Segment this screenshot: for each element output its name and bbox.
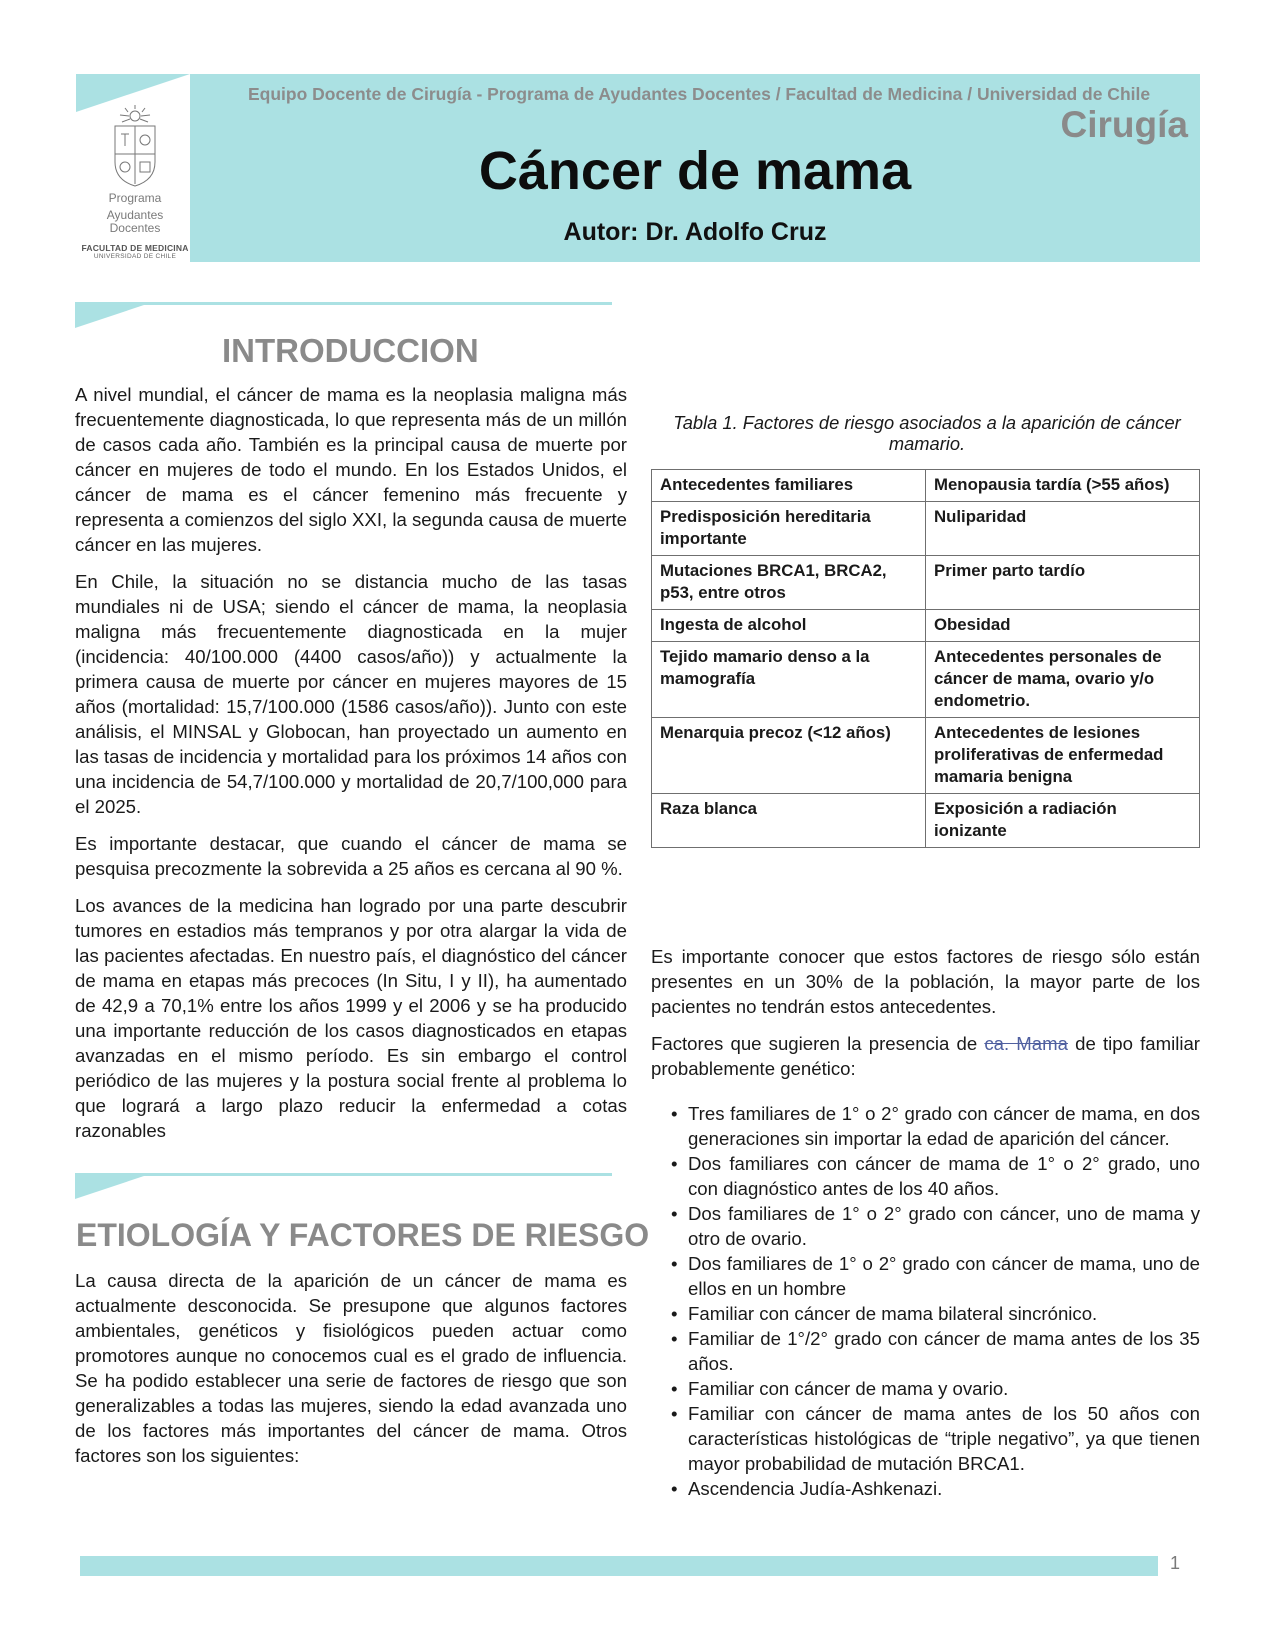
list-item: • Dos familiares de 1° o 2° grado con cáncer de mama, uno de ellos en un hombre — [651, 1251, 1200, 1301]
familial-factors-list — [651, 1101, 1200, 1501]
intro-paragraph-3: Es importante destacar, que cuando el cáncer de mama se pesquisa precozmente la sobrevida a 25 años es cercana al 90 %. — [75, 833, 627, 879]
table-cell: Tejido mamario denso a la mamografía — [652, 642, 926, 718]
table-cell: Menopausia tardía (>55 años) — [926, 470, 1200, 502]
list-item: • Ascendencia Judía-Ashkenazi. — [651, 1476, 1200, 1501]
table-row — [652, 610, 1200, 642]
table-cell: Predisposición hereditaria importante — [652, 502, 926, 556]
table-cell: Primer parto tardío — [926, 556, 1200, 610]
section-divider-intro — [75, 302, 612, 332]
table-cell: Antecedentes personales de cáncer de mama, ovario y/o endometrio. — [926, 642, 1200, 718]
table-cell: Ingesta de alcohol — [652, 610, 926, 642]
list-item: • Dos familiares de 1° o 2° grado con cáncer, uno de mama y otro de ovario. — [651, 1201, 1200, 1251]
intro-body — [75, 382, 627, 1155]
table-cell: Raza blanca — [652, 794, 926, 848]
right-column-body — [651, 944, 1200, 1501]
university-seal-icon — [105, 104, 165, 188]
etiology-body — [75, 1268, 627, 1480]
table-row — [652, 502, 1200, 556]
familial-intro-before: Factores que sugieren la presencia de — [651, 1033, 985, 1054]
table-row — [652, 556, 1200, 610]
intro-paragraph-4: Los avances de la medicina han logrado por una parte descubrir tumores en estadios más tempranos y por otra alargar la vida de las pacientes afectadas. En nuestro país, el diagnóstico del cáncer de mama en etapas más precoces (In Situ, I y II), ha aumentado de 42,9 a 70,1% entre los años 1999 y el 2006 y se ha producido una importante reducción de los casos diagnosticados en etapas avanzadas en el mismo período. Es sin embargo el control periódico de las mujeres y la postura social frente al problema lo que logrará a largo plazo reducir la enfermedad a cotas razonables — [75, 895, 627, 1141]
familial-factors-intro — [651, 1031, 1200, 1081]
intro-paragraph-2: En Chile, la situación no se distancia mucho de las tasas mundiales ni de USA; siendo el cáncer de mama, la neoplasia maligna más frecuentemente diagnosticada en la mujer (incidencia: 40/100.000 (4400 casos/año)) y actualmente la primera causa de muerte por cáncer en mujeres mayores de 15 años (mortalidad: 15,7/100.000 (1586 casos/año)). Junto con este análisis, el MINSAL y Globocan, han proyectado un aumento en las tasas de incidencia y mortalidad para los próximos 14 años con una incidencia de 54,7/100.000 y mortalidad de 20,7/100,000 para el 2025. — [75, 571, 627, 817]
prevalence-paragraph: Es importante conocer que estos factores de riesgo sólo están presentes en un 30% de la población, la mayor parte de los pacientes no tendrán estos antecedentes. — [651, 946, 1200, 1017]
etiology-paragraph: La causa directa de la aparición de un cáncer de mama es actualmente desconocida. Se presupone que algunos factores ambientales, genéticos y fisiológicos pueden actuar como promotores aunque no conocemos cual es el grado de influencia. Se ha podido establecer una serie de factores de riesgo que son generalizables a todas las mujeres, siendo la edad avanzada uno de los factores más importantes del cáncer de mama. Otros factores son los siguientes: — [75, 1270, 627, 1466]
program-logo — [80, 104, 190, 260]
list-item: • Dos familiares con cáncer de mama de 1° o 2° grado, uno con diagnóstico antes de los 40 años. — [651, 1151, 1200, 1201]
familial-intro-after: de tipo familiar probablemente genético: — [651, 1033, 1200, 1079]
section-divider-etiology — [75, 1173, 612, 1203]
table-cell: Exposición a radiación ionizante — [926, 794, 1200, 848]
intro-paragraph-1: A nivel mundial, el cáncer de mama es la neoplasia maligna más frecuentemente diagnosticada, lo que representa más de un millón de casos cada año. También es la principal causa de muerte por cáncer en mujeres de todo el mundo. En los Estados Unidos, el cáncer de mama es el cáncer femenino más frecuente y representa a comienzos del siglo XXI, la segunda causa de muerte cáncer en las mujeres. — [75, 384, 627, 555]
header-section-label: Cirugía — [1060, 104, 1188, 145]
table-caption: Tabla 1. Factores de riesgo asociados a la aparición de cáncer mamario. — [673, 412, 1181, 454]
table-cell: Mutaciones BRCA1, BRCA2, p53, entre otros — [652, 556, 926, 610]
struck-text: ca. Mama — [984, 1033, 1068, 1054]
logo-program-line1: Programa — [108, 191, 162, 205]
logo-program-line2: Ayudantes Docentes — [106, 208, 164, 235]
table-row — [652, 794, 1200, 848]
table-row — [652, 642, 1200, 718]
header-subtitle: Equipo Docente de Cirugía - Programa de Ayudantes Docentes / Facultad de Medicina / Universidad de Chile — [248, 84, 1151, 104]
table-cell: Menarquia precoz (<12 años) — [652, 718, 926, 794]
table-row — [652, 470, 1200, 502]
list-item: • Familiar con cáncer de mama y ovario. — [651, 1376, 1200, 1401]
intro-heading: INTRODUCCION — [222, 332, 479, 369]
risk-factors-table — [651, 469, 1200, 848]
etiology-heading: ETIOLOGÍA Y FACTORES DE RIESGO — [76, 1217, 650, 1253]
table-cell: Antecedentes familiares — [652, 470, 926, 502]
table-cell: Antecedentes de lesiones proliferativas de enfermedad mamaria benigna — [926, 718, 1200, 794]
list-item: • Tres familiares de 1° o 2° grado con cáncer de mama, en dos generaciones sin importar la edad de aparición del cáncer. — [651, 1101, 1200, 1151]
table-cell: Obesidad — [926, 610, 1200, 642]
list-item: • Familiar de 1°/2° grado con cáncer de mama antes de los 35 años. — [651, 1326, 1200, 1376]
logo-faculty: FACULTAD DE MEDICINA — [81, 243, 189, 253]
footer-bar — [80, 1556, 1158, 1576]
table-cell: Nuliparidad — [926, 502, 1200, 556]
page-number: 1 — [1170, 1553, 1181, 1573]
logo-university: UNIVERSIDAD DE CHILE — [93, 253, 177, 260]
table-row — [652, 718, 1200, 794]
document-title: Cáncer de mama — [478, 141, 912, 201]
document-author: Autor: Dr. Adolfo Cruz — [563, 218, 827, 246]
list-item: • Familiar con cáncer de mama bilateral sincrónico. — [651, 1301, 1200, 1326]
list-item: • Familiar con cáncer de mama antes de los 50 años con características histológicas de “triple negativo”, ya que tienen mayor probabilidad de mutación BRCA1. — [651, 1401, 1200, 1476]
